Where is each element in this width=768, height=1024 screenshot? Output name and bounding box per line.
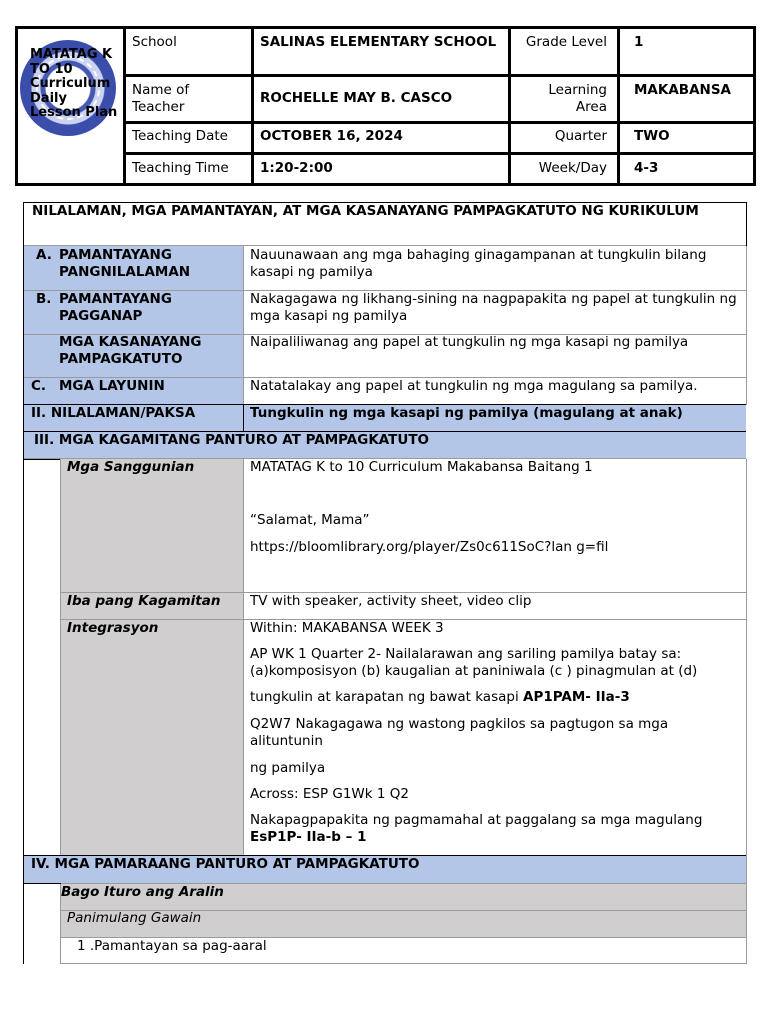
grid-line: [61, 963, 746, 964]
layunin-value: Natatalakay ang papel at tungkulin ng mga magulang sa pamilya.: [250, 378, 698, 394]
integrasyon-ap-text: tungkulin at karapatan ng bawat kasapi: [250, 689, 523, 705]
teacher-label: Name of Teacher: [132, 82, 190, 115]
time-label: Teaching Time: [132, 160, 229, 176]
header-divider: [251, 26, 254, 186]
panimulang-gawain-label: Panimulang Gawain: [67, 910, 202, 926]
date-label: Teaching Date: [132, 128, 228, 144]
integrasyon-within: Within: MAKABANSA WEEK 3: [250, 620, 444, 636]
grid-line: [243, 405, 244, 432]
grade-value: 1: [634, 34, 644, 50]
sanggunian-line-2: “Salamat, Mama”: [250, 512, 370, 528]
iba-pang-kagamitan-label: Iba pang Kagamitan: [67, 593, 221, 609]
pamantayang-pangnilalaman-value: Nauunawaan ang mga bahaging ginagampanan at tungkulin bilang kasapi ng pamilya: [250, 247, 707, 280]
bago-ituro-label: Bago Ituro ang Aralin: [61, 884, 224, 900]
marker-a: A.: [36, 247, 52, 263]
integrasyon-ap-line2: [250, 689, 742, 706]
nilalaman-value: Tungkulin ng mga kasapi ng pamilya (magulang at anak): [250, 405, 683, 421]
integrasyon-ap: AP WK 1 Quarter 2- Nailalarawan ang sariling pamilya batay sa: (a)komposisyon (b) kaugalian at paniniwala (c ) pinagmulan at (d): [250, 646, 698, 679]
header-divider: [123, 26, 126, 186]
layunin-label: MGA LAYUNIN: [59, 378, 165, 394]
table-border: [746, 202, 747, 246]
header-divider: [508, 26, 511, 186]
kasanayang-value: Naipaliliwanag ang papel at tungkulin ng mga kasapi ng pamilya: [250, 334, 689, 350]
integrasyon-esp: Nakapagpapakita ng pagmamahal at paggalang sa mga magulang: [250, 812, 703, 828]
grid-line: [746, 459, 747, 964]
integrasyon-label: Integrasyon: [67, 620, 159, 636]
sanggunian-label: Mga Sanggunian: [67, 459, 195, 475]
pamantayan-item: 1 .Pamantayan sa pag-aaral: [77, 938, 267, 954]
date-value: OCTOBER 16, 2024: [260, 128, 403, 144]
marker-b: B.: [36, 291, 52, 307]
pamantayang-pangnilalaman-label: PAMANTAYANG PANGNILALAMAN: [59, 247, 191, 280]
sanggunian-line-1: MATATAG K to 10 Curriculum Makabansa Baitang 1: [250, 459, 593, 475]
grid-line: [243, 459, 244, 856]
pamantayang-pagganap-label: PAMANTAYANG PAGGANAP: [59, 291, 172, 324]
header-divider: [123, 121, 756, 124]
header-divider: [123, 152, 756, 155]
quarter-value: TWO: [634, 128, 670, 144]
nilalaman-label: II. NILALAMAN/PAKSA: [31, 405, 196, 421]
quarter-label: Quarter: [554, 128, 607, 144]
grid-line: [243, 246, 244, 405]
teacher-value: ROCHELLE MAY B. CASCO: [260, 90, 453, 106]
section4-title: IV. MGA PAMARAANG PANTURO AT PAMPAGKATUTO: [31, 856, 420, 872]
logo-title: MATATAG K TO 10 Curriculum Daily Lesson Plan: [30, 47, 118, 120]
header-divider: [617, 26, 620, 186]
school-value: SALINAS ELEMENTARY SCHOOL: [260, 34, 497, 50]
school-label: School: [132, 34, 177, 50]
iba-pang-kagamitan-value: TV with speaker, activity sheet, video clip: [250, 593, 532, 609]
section3-title: III. MGA KAGAMITANG PANTURO AT PAMPAGKATUTO: [34, 432, 430, 448]
grid-line: [24, 459, 61, 460]
kasanayang-label: MGA KASANAYANG PAMPAGKATUTO: [59, 334, 202, 367]
grid-line: [746, 246, 747, 405]
week-label: Week/Day: [538, 160, 607, 176]
header-divider: [123, 74, 756, 77]
grid-line: [24, 883, 61, 884]
area-label: Learning Area: [548, 82, 607, 115]
sanggunian-link[interactable]: https://bloomlibrary.org/player/Zs0c611SoC?lan g=fil: [250, 539, 609, 555]
pamantayang-pagganap-value: Nakagagawa ng likhang-sining na nagpapakita ng papel at tungkulin ng mga kasapi ng pamilya: [250, 291, 737, 324]
week-value: 4-3: [634, 160, 659, 176]
integrasyon-ap-code: AP1PAM- IIa-3: [523, 689, 630, 705]
grade-label: Grade Level: [525, 34, 607, 50]
integrasyon-esp-code: EsP1P- IIa-b – 1: [250, 829, 367, 845]
integrasyon-across: Across: ESP G1Wk 1 Q2: [250, 786, 409, 802]
section1-title: NILALAMAN, MGA PAMANTAYAN, AT MGA KASANAYANG PAMPAGKATUTO NG KURIKULUM: [32, 203, 699, 219]
area-value: MAKABANSA: [634, 82, 731, 98]
section3-label-column: [61, 459, 244, 856]
marker-c: C.: [31, 378, 47, 394]
grid-line: [24, 245, 746, 246]
time-value: 1:20-2:00: [260, 160, 333, 176]
grid-line: [60, 459, 61, 856]
table-border: [23, 202, 24, 964]
integrasyon-pamilya: ng pamilya: [250, 760, 326, 776]
integrasyon-q2w7: Q2W7 Nakagagawa ng wastong pagkilos sa pagtugon sa mga alituntunin: [250, 716, 669, 749]
